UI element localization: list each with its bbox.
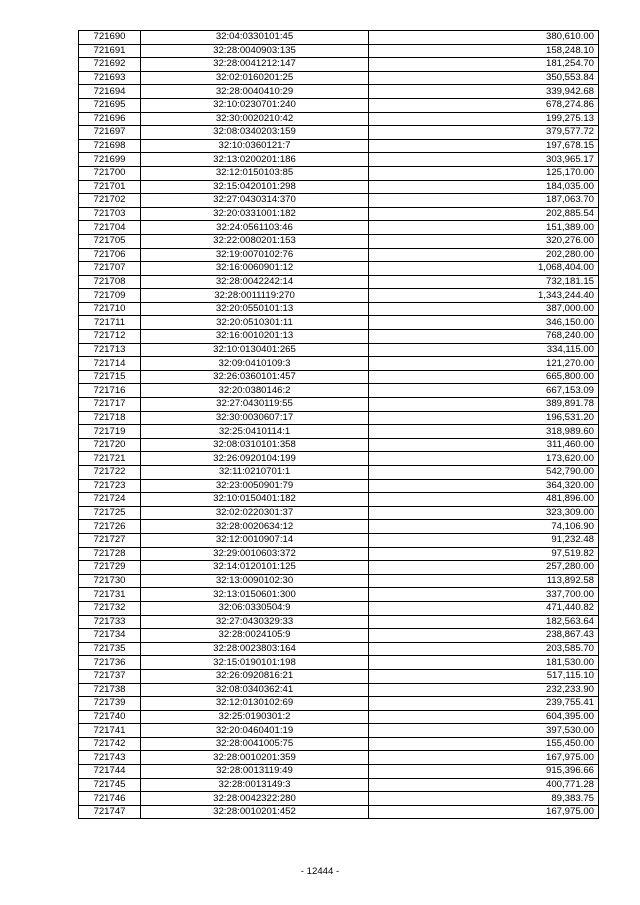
cadastral-code-cell: 32:27:0430329:33 <box>141 615 369 629</box>
record-id-cell: 721716 <box>79 384 141 398</box>
amount-cell: 1,343,244.40 <box>369 289 599 303</box>
cadastral-code-cell: 32:12:0130102:69 <box>141 697 369 711</box>
cadastral-code-cell: 32:15:0420101:298 <box>141 180 369 194</box>
amount-cell: 915,396.66 <box>369 765 599 779</box>
cadastral-code-cell: 32:28:0042242:14 <box>141 275 369 289</box>
amount-cell: 379,577.72 <box>369 126 599 140</box>
records-table-body <box>79 31 599 819</box>
cadastral-code-cell: 32:09:0410109:3 <box>141 357 369 371</box>
cadastral-code-cell: 32:28:0041005:75 <box>141 737 369 751</box>
table-row <box>79 330 599 344</box>
amount-cell: 311,460.00 <box>369 438 599 452</box>
table-row <box>79 765 599 779</box>
cadastral-code-cell: 32:26:0360101:457 <box>141 370 369 384</box>
table-row <box>79 615 599 629</box>
amount-cell: 121,270.00 <box>369 357 599 371</box>
amount-cell: 1,068,404.00 <box>369 262 599 276</box>
amount-cell: 323,309.00 <box>369 506 599 520</box>
record-id-cell: 721699 <box>79 153 141 167</box>
table-row <box>79 316 599 330</box>
record-id-cell: 721729 <box>79 561 141 575</box>
table-row <box>79 724 599 738</box>
record-id-cell: 721743 <box>79 751 141 765</box>
table-row <box>79 737 599 751</box>
record-id-cell: 721694 <box>79 85 141 99</box>
cadastral-code-cell: 32:28:0013119:49 <box>141 765 369 779</box>
record-id-cell: 721695 <box>79 98 141 112</box>
amount-cell: 471,440.82 <box>369 601 599 615</box>
amount-cell: 167,975.00 <box>369 751 599 765</box>
table-row <box>79 805 599 819</box>
cadastral-code-cell: 32:27:0430314:370 <box>141 194 369 208</box>
amount-cell: 678,274.86 <box>369 98 599 112</box>
cadastral-code-cell: 32:28:0040410:29 <box>141 85 369 99</box>
table-row <box>79 547 599 561</box>
amount-cell: 181,530.00 <box>369 656 599 670</box>
record-id-cell: 721704 <box>79 221 141 235</box>
cadastral-code-cell: 32:15:0190101:198 <box>141 656 369 670</box>
cadastral-code-cell: 32:25:0410114:1 <box>141 425 369 439</box>
amount-cell: 202,280.00 <box>369 248 599 262</box>
amount-cell: 318,989.60 <box>369 425 599 439</box>
table-row <box>79 180 599 194</box>
table-row <box>79 425 599 439</box>
record-id-cell: 721728 <box>79 547 141 561</box>
cadastral-code-cell: 32:26:0920104:199 <box>141 452 369 466</box>
amount-cell: 203,585.70 <box>369 642 599 656</box>
record-id-cell: 721710 <box>79 302 141 316</box>
record-id-cell: 721693 <box>79 71 141 85</box>
amount-cell: 113,892.58 <box>369 574 599 588</box>
cadastral-code-cell: 32:30:0020210:42 <box>141 112 369 126</box>
cadastral-code-cell: 32:14:0120101:125 <box>141 561 369 575</box>
table-row <box>79 683 599 697</box>
table-row <box>79 248 599 262</box>
record-id-cell: 721740 <box>79 710 141 724</box>
amount-cell: 400,771.28 <box>369 778 599 792</box>
cadastral-code-cell: 32:02:0220301:37 <box>141 506 369 520</box>
amount-cell: 364,320.00 <box>369 479 599 493</box>
amount-cell: 181,254.70 <box>369 58 599 72</box>
amount-cell: 197,678.15 <box>369 139 599 153</box>
cadastral-code-cell: 32:20:0460401:19 <box>141 724 369 738</box>
table-row <box>79 398 599 412</box>
table-row <box>79 85 599 99</box>
table-row <box>79 642 599 656</box>
record-id-cell: 721736 <box>79 656 141 670</box>
table-row <box>79 561 599 575</box>
amount-cell: 542,790.00 <box>369 466 599 480</box>
record-id-cell: 721702 <box>79 194 141 208</box>
cadastral-code-cell: 32:10:0230701:240 <box>141 98 369 112</box>
table-row <box>79 384 599 398</box>
amount-cell: 346,150.00 <box>369 316 599 330</box>
table-row <box>79 506 599 520</box>
cadastral-code-cell: 32:28:0011119:270 <box>141 289 369 303</box>
table-row <box>79 357 599 371</box>
amount-cell: 89,383.75 <box>369 792 599 806</box>
record-id-cell: 721717 <box>79 398 141 412</box>
record-id-cell: 721725 <box>79 506 141 520</box>
table-row <box>79 194 599 208</box>
cadastral-code-cell: 32:28:0013149:3 <box>141 778 369 792</box>
cadastral-code-cell: 32:26:0920816:21 <box>141 669 369 683</box>
record-id-cell: 721733 <box>79 615 141 629</box>
record-id-cell: 721692 <box>79 58 141 72</box>
record-id-cell: 721745 <box>79 778 141 792</box>
record-id-cell: 721724 <box>79 493 141 507</box>
amount-cell: 74,106.90 <box>369 520 599 534</box>
amount-cell: 238,867.43 <box>369 629 599 643</box>
amount-cell: 337,700.00 <box>369 588 599 602</box>
amount-cell: 389,891.78 <box>369 398 599 412</box>
cadastral-code-cell: 32:08:0340203:159 <box>141 126 369 140</box>
record-id-cell: 721731 <box>79 588 141 602</box>
cadastral-code-cell: 32:28:0041212:147 <box>141 58 369 72</box>
table-row <box>79 452 599 466</box>
table-row <box>79 234 599 248</box>
amount-cell: 167,975.00 <box>369 805 599 819</box>
record-id-cell: 721706 <box>79 248 141 262</box>
cadastral-code-cell: 32:27:0430119:55 <box>141 398 369 412</box>
table-row <box>79 166 599 180</box>
table-row <box>79 275 599 289</box>
record-id-cell: 721720 <box>79 438 141 452</box>
cadastral-code-cell: 32:12:0150103:85 <box>141 166 369 180</box>
table-row <box>79 44 599 58</box>
cadastral-code-cell: 32:20:0380146:2 <box>141 384 369 398</box>
cadastral-code-cell: 32:12:0010907:14 <box>141 533 369 547</box>
record-id-cell: 721746 <box>79 792 141 806</box>
amount-cell: 303,965.17 <box>369 153 599 167</box>
record-id-cell: 721730 <box>79 574 141 588</box>
table-row <box>79 302 599 316</box>
cadastral-code-cell: 32:30:0030607:17 <box>141 411 369 425</box>
cadastral-code-cell: 32:13:0200201:186 <box>141 153 369 167</box>
record-id-cell: 721739 <box>79 697 141 711</box>
amount-cell: 158,248.10 <box>369 44 599 58</box>
record-id-cell: 721708 <box>79 275 141 289</box>
record-id-cell: 721723 <box>79 479 141 493</box>
table-row <box>79 262 599 276</box>
record-id-cell: 721737 <box>79 669 141 683</box>
cadastral-code-cell: 32:16:0010201:13 <box>141 330 369 344</box>
records-table <box>78 30 599 819</box>
cadastral-code-cell: 32:16:0060901:12 <box>141 262 369 276</box>
amount-cell: 184,035.00 <box>369 180 599 194</box>
cadastral-code-cell: 32:13:0090102:30 <box>141 574 369 588</box>
cadastral-code-cell: 32:28:0024105:9 <box>141 629 369 643</box>
cadastral-code-cell: 32:28:0040903:135 <box>141 44 369 58</box>
table-row <box>79 778 599 792</box>
record-id-cell: 721712 <box>79 330 141 344</box>
amount-cell: 155,450.00 <box>369 737 599 751</box>
table-row <box>79 466 599 480</box>
record-id-cell: 721709 <box>79 289 141 303</box>
table-row <box>79 289 599 303</box>
cadastral-code-cell: 32:13:0150601:300 <box>141 588 369 602</box>
cadastral-code-cell: 32:10:0130401:265 <box>141 343 369 357</box>
amount-cell: 187,063.70 <box>369 194 599 208</box>
record-id-cell: 721744 <box>79 765 141 779</box>
table-row <box>79 520 599 534</box>
record-id-cell: 721691 <box>79 44 141 58</box>
record-id-cell: 721747 <box>79 805 141 819</box>
record-id-cell: 721698 <box>79 139 141 153</box>
table-row <box>79 221 599 235</box>
amount-cell: 339,942.68 <box>369 85 599 99</box>
amount-cell: 151,389.00 <box>369 221 599 235</box>
record-id-cell: 721690 <box>79 31 141 45</box>
record-id-cell: 721738 <box>79 683 141 697</box>
amount-cell: 350,553.84 <box>369 71 599 85</box>
cadastral-code-cell: 32:29:0010603:372 <box>141 547 369 561</box>
record-id-cell: 721718 <box>79 411 141 425</box>
amount-cell: 517,115.10 <box>369 669 599 683</box>
amount-cell: 97,519.82 <box>369 547 599 561</box>
cadastral-code-cell: 32:20:0331001:182 <box>141 207 369 221</box>
cadastral-code-cell: 32:28:0042322:280 <box>141 792 369 806</box>
cadastral-code-cell: 32:06:0330504:9 <box>141 601 369 615</box>
amount-cell: 202,885.54 <box>369 207 599 221</box>
table-row <box>79 126 599 140</box>
table-row <box>79 792 599 806</box>
record-id-cell: 721726 <box>79 520 141 534</box>
amount-cell: 732,181.15 <box>369 275 599 289</box>
record-id-cell: 721700 <box>79 166 141 180</box>
record-id-cell: 721707 <box>79 262 141 276</box>
table-row <box>79 411 599 425</box>
record-id-cell: 721742 <box>79 737 141 751</box>
cadastral-code-cell: 32:11:0210701:1 <box>141 466 369 480</box>
record-id-cell: 721722 <box>79 466 141 480</box>
record-id-cell: 721696 <box>79 112 141 126</box>
table-row <box>79 139 599 153</box>
table-row <box>79 31 599 45</box>
table-row <box>79 71 599 85</box>
table-row <box>79 438 599 452</box>
record-id-cell: 721727 <box>79 533 141 547</box>
table-row <box>79 370 599 384</box>
cadastral-code-cell: 32:28:0020634:12 <box>141 520 369 534</box>
amount-cell: 91,232.48 <box>369 533 599 547</box>
cadastral-code-cell: 32:24:0561103:46 <box>141 221 369 235</box>
table-row <box>79 669 599 683</box>
amount-cell: 387,000.00 <box>369 302 599 316</box>
record-id-cell: 721714 <box>79 357 141 371</box>
table-row <box>79 629 599 643</box>
amount-cell: 182,563.64 <box>369 615 599 629</box>
table-row <box>79 533 599 547</box>
table-row <box>79 343 599 357</box>
amount-cell: 196,531.20 <box>369 411 599 425</box>
cadastral-code-cell: 32:04:0330101:45 <box>141 31 369 45</box>
record-id-cell: 721741 <box>79 724 141 738</box>
record-id-cell: 721735 <box>79 642 141 656</box>
table-row <box>79 153 599 167</box>
cadastral-code-cell: 32:10:0360121:7 <box>141 139 369 153</box>
table-row <box>79 112 599 126</box>
cadastral-code-cell: 32:28:0010201:359 <box>141 751 369 765</box>
record-id-cell: 721734 <box>79 629 141 643</box>
cadastral-code-cell: 32:08:0310101:358 <box>141 438 369 452</box>
table-row <box>79 58 599 72</box>
cadastral-code-cell: 32:20:0510301:11 <box>141 316 369 330</box>
table-row <box>79 751 599 765</box>
amount-cell: 768,240.00 <box>369 330 599 344</box>
record-id-cell: 721703 <box>79 207 141 221</box>
amount-cell: 604,395.00 <box>369 710 599 724</box>
table-row <box>79 601 599 615</box>
cadastral-code-cell: 32:02:0160201:25 <box>141 71 369 85</box>
cadastral-code-cell: 32:08:0340362:41 <box>141 683 369 697</box>
table-row <box>79 656 599 670</box>
amount-cell: 667,153.09 <box>369 384 599 398</box>
table-row <box>79 493 599 507</box>
cadastral-code-cell: 32:28:0023803:164 <box>141 642 369 656</box>
table-row <box>79 98 599 112</box>
table-row <box>79 574 599 588</box>
record-id-cell: 721715 <box>79 370 141 384</box>
record-id-cell: 721701 <box>79 180 141 194</box>
record-id-cell: 721711 <box>79 316 141 330</box>
page-number: - 12444 - <box>300 866 340 877</box>
cadastral-code-cell: 32:10:0150401:182 <box>141 493 369 507</box>
amount-cell: 397,530.00 <box>369 724 599 738</box>
cadastral-code-cell: 32:22:0080201:153 <box>141 234 369 248</box>
cadastral-code-cell: 32:19:0070102:76 <box>141 248 369 262</box>
amount-cell: 173,620.00 <box>369 452 599 466</box>
amount-cell: 380,610.00 <box>369 31 599 45</box>
table-row <box>79 710 599 724</box>
record-id-cell: 721719 <box>79 425 141 439</box>
amount-cell: 320,276.00 <box>369 234 599 248</box>
amount-cell: 665,800.00 <box>369 370 599 384</box>
record-id-cell: 721721 <box>79 452 141 466</box>
amount-cell: 125,170.00 <box>369 166 599 180</box>
table-row <box>79 588 599 602</box>
amount-cell: 232,233.90 <box>369 683 599 697</box>
table-row <box>79 697 599 711</box>
record-id-cell: 721713 <box>79 343 141 357</box>
record-id-cell: 721705 <box>79 234 141 248</box>
amount-cell: 257,280.00 <box>369 561 599 575</box>
amount-cell: 239,755.41 <box>369 697 599 711</box>
record-id-cell: 721732 <box>79 601 141 615</box>
amount-cell: 334,115.00 <box>369 343 599 357</box>
cadastral-code-cell: 32:28:0010201:452 <box>141 805 369 819</box>
record-id-cell: 721697 <box>79 126 141 140</box>
amount-cell: 199,275.13 <box>369 112 599 126</box>
cadastral-code-cell: 32:25:0190301:2 <box>141 710 369 724</box>
table-row <box>79 479 599 493</box>
amount-cell: 481,896.00 <box>369 493 599 507</box>
cadastral-code-cell: 32:20:0550101:13 <box>141 302 369 316</box>
table-row <box>79 207 599 221</box>
cadastral-code-cell: 32:23:0050901:79 <box>141 479 369 493</box>
